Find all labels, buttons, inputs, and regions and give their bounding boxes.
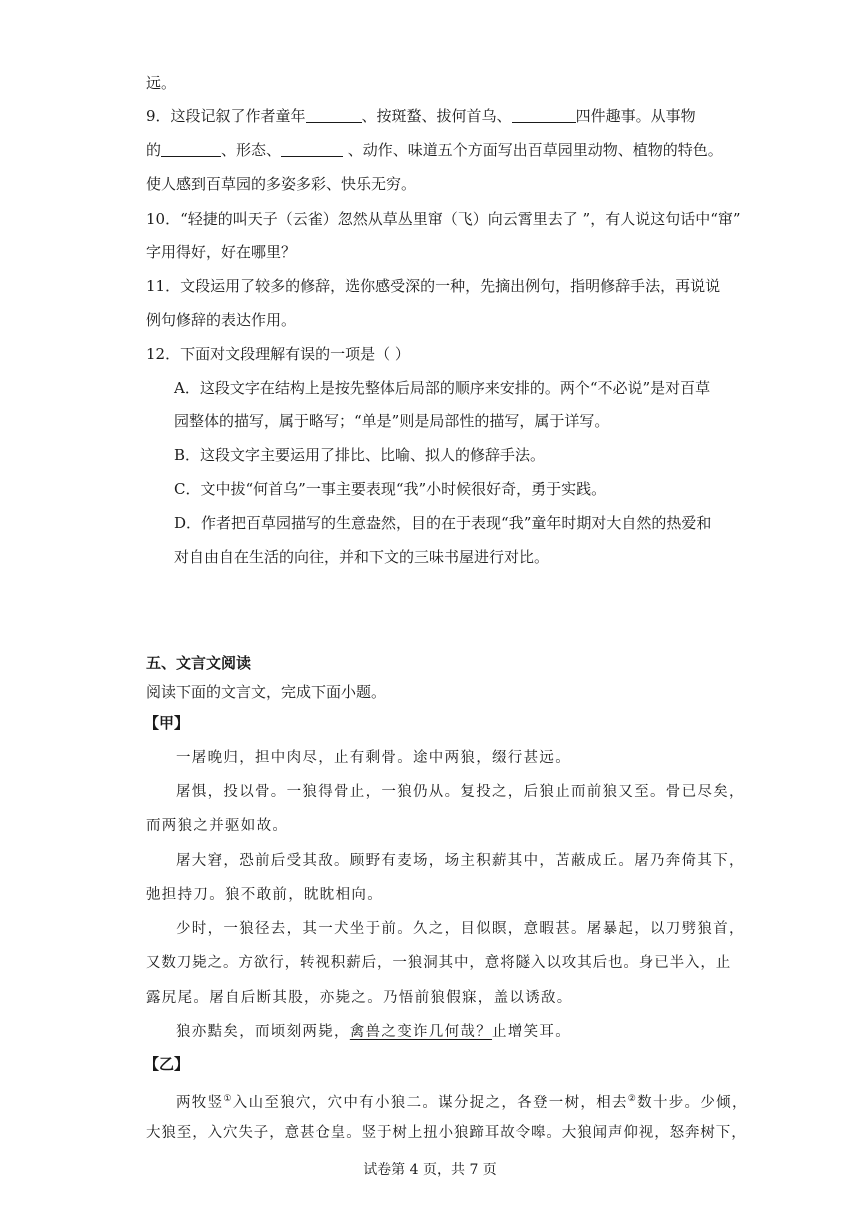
text: 止增笑耳。 xyxy=(492,1024,572,1040)
answer-blank xyxy=(281,142,343,157)
footnote-marker: ② xyxy=(627,1094,638,1104)
question-10: 10．“轻捷的叫天子（云雀）忽然从草丛里窜（飞）向云霄里去了 ”，有人说这句话中“窜” xyxy=(146,210,741,228)
answer-blank xyxy=(306,108,362,123)
text: 、动作、味道五个方面写出百草园里动物、植物的特色。 xyxy=(343,141,723,159)
question-12: 12．下面对文段理解有误的一项是（ ） xyxy=(146,345,410,363)
passage-paragraph: 少时，一狼径去，其一犬坐于前。久之，目似瞑，意暇甚。屠暴起，以刀劈狼首， xyxy=(176,921,745,937)
text-line: 字用得好，好在哪里？ xyxy=(146,243,297,261)
question-9-line-2 xyxy=(146,139,723,161)
passage-paragraph: 屠大窘，恐前后受其敌。顾野有麦场，场主积薪其中，苫蔽成丘。屠乃奔倚其下， xyxy=(176,853,745,869)
option-a-line-2: 园整体的描写，属于略写；“单是”则是局部性的描写，属于详写。 xyxy=(174,412,610,430)
section-title: 五、文言文阅读 xyxy=(146,654,252,672)
question-9 xyxy=(146,105,696,127)
passage-paragraph: 屠惧，投以骨。一狼得骨止，一狼仍从。复投之，后狼止而前狼又至。骨已尽矣， xyxy=(176,784,745,800)
text: 9．这段记叙了作者童年 xyxy=(146,107,306,125)
passage-line: 而两狼之并驱如故。 xyxy=(146,818,289,834)
passage-paragraph: 一屠晚归，担中肉尽，止有剩骨。途中两狼，缀行甚远。 xyxy=(176,750,571,766)
text-line: 使人感到百草园的多姿多彩、快乐无穷。 xyxy=(146,175,417,193)
passage-label-yi: 【乙】 xyxy=(144,1055,190,1073)
option-d-line-2: 对自由自在生活的向往，并和下文的三味书屋进行对比。 xyxy=(174,548,550,566)
text: 狼亦黠矣，而顷刻两毙， xyxy=(176,1024,350,1040)
answer-blank xyxy=(161,142,221,157)
text-line: 远。 xyxy=(146,74,177,92)
passage-line: 露尻尾。屠自后断其股，亦毙之。乃悟前狼假寐，盖以诱敌。 xyxy=(146,990,573,1006)
passage-paragraph xyxy=(176,1021,571,1043)
option-d: D．作者把百草园描写的生意盎然，目的在于表现“我”童年时期对大自然的热爱和 xyxy=(174,514,712,532)
page-footer: 试卷第 4 页，共 7 页 xyxy=(363,1162,497,1178)
passage-line: 大狼至，入穴失子，意甚仓皇。竖于树上扭小狼蹄耳故令嗥。大狼闻声仰视，怒奔树下， xyxy=(146,1125,747,1141)
text-line: 例句修辞的表达作用。 xyxy=(146,311,297,329)
passage-line: 弛担持刀。狼不敢前，眈眈相向。 xyxy=(146,887,383,903)
answer-blank xyxy=(512,108,576,123)
question-11: 11．文段运用了较多的修辞，选你感受深的一种，先摘出例句，指明修辞手法，再说说 xyxy=(146,277,721,295)
text: 的 xyxy=(146,141,162,159)
text: 数十步。少倾， xyxy=(637,1094,748,1111)
passage-paragraph xyxy=(176,1088,748,1114)
text: 、按斑蝥、拔何首乌、 xyxy=(361,107,512,125)
text: 四件趣事。从事物 xyxy=(575,107,696,125)
text: 两牧竖 xyxy=(176,1094,224,1111)
text: 、形态、 xyxy=(221,141,282,159)
option-c: C．文中拔“何首乌”一事主要表现“我”小时候很好奇，勇于实践。 xyxy=(174,480,607,498)
option-a: A．这段文字在结构上是按先整体后局部的顺序来安排的。两个“不必说”是对百草 xyxy=(174,379,711,397)
underlined-sentence: 禽兽之变诈几何哉？ xyxy=(349,1024,493,1040)
footnote-marker: ① xyxy=(223,1094,233,1104)
section-instruction: 阅读下面的文言文，完成下面小题。 xyxy=(146,683,387,701)
option-b: B．这段文字主要运用了排比、比喻、拟人的修辞手法。 xyxy=(174,446,546,464)
passage-label-jia: 【甲】 xyxy=(144,714,190,732)
passage-line: 又数刀毙之。方欲行，转视积薪后，一狼洞其中，意将隧入以攻其后也。身已半入，止 xyxy=(146,955,732,971)
text: 入山至狼穴，穴中有小狼二。谋分捉之，各登一树，相去 xyxy=(232,1094,628,1111)
